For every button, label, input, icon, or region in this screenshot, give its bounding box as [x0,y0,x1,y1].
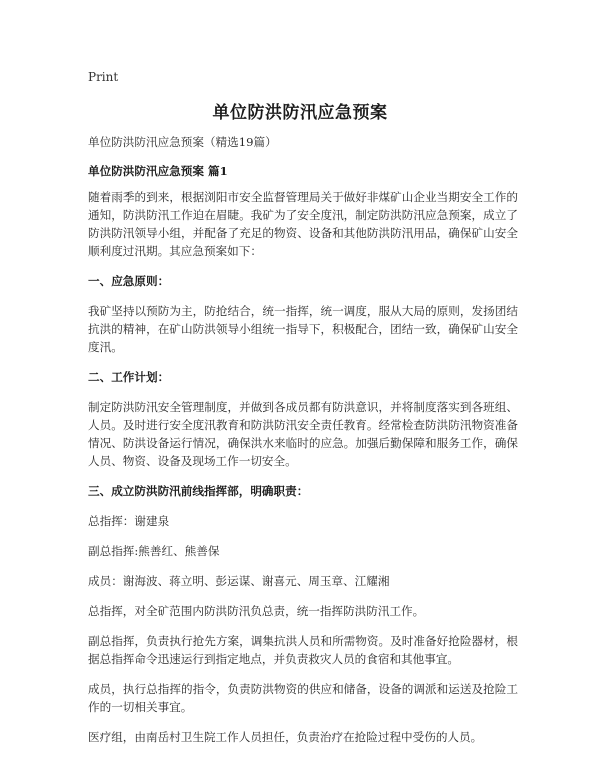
section-1-paragraph: 我矿坚持以预防为主，防抢结合，统一指挥，统一调度，服从大局的原则，发扬团结抗洪的精神，在矿山防洪领导小组统一指导下，积极配合，团结一致，确保矿山安全度汛。 [88,304,518,354]
section-2-paragraph: 制定防洪防汛安全管理制度，并做到各成员都有防洪意识，并将制度落实到各班组、人员。及时进行安全度汛教育和防洪防汛安全责任教育。经常检查防洪防汛物资准备情况、防洪设备运行情况，确保洪水来临时的应急。加强后勤保障和服务工作，确保人员、物资、设备及现场工作一切安全。 [88,400,518,468]
piece-heading: 单位防洪防汛应急预案 篇1 [88,164,228,178]
intro-paragraph: 随着雨季的到来，根据浏阳市安全监督管理局关于做好非煤矿山企业当期安全工作的通知，防洪防汛工作迫在眉睫。我矿为了安全度汛，制定防洪防汛应急预案，成立了防洪防汛领导小组，并配备了充足的物资、设备和其他防洪防汛用品，确保矿山安全顺利度过汛期。其应急预案如下： [88,190,518,258]
document-subtitle: 单位防洪防汛应急预案（精选19篇） [88,135,277,149]
section-2-heading: 二、工作计划： [88,370,170,384]
section-3-heading: 三、成立防洪防汛前线指挥部，明确职责： [88,484,309,498]
print-label: Print [88,70,119,84]
deputy-duty-paragraph: 副总指挥，负责执行抢先方案，调集抗洪人员和所需物资。及时准备好抢险器材，根据总指挥命令迅速运行到指定地点，并负责救灾人员的食宿和其他事宜。 [88,634,518,666]
section-1-heading: 一、应急原则： [88,274,170,288]
page-title: 单位防洪防汛应急预案 [212,103,388,123]
document-body [88,133,518,758]
members-duty-paragraph: 成员，执行总指挥的指令，负责防洪物资的供应和储备，设备的调派和运送及抢险工作的一切相关事宜。 [88,682,518,714]
commander-line: 总指挥：谢建泉 [88,514,170,528]
commander-duty-line: 总指挥，对全矿范围内防洪防汛负总责，统一指挥防洪防汛工作。 [88,604,425,618]
members-line: 成员：谢海波、蒋立明、彭运谋、谢喜元、周玉章、江耀湘 [88,574,390,588]
deputy-commander-line: 副总指挥:熊善红、熊善保 [88,544,220,558]
medical-duty-line: 医疗组，由南岳村卫生院工作人员担任，负责治疗在抢险过程中受伤的人员。 [88,730,483,744]
